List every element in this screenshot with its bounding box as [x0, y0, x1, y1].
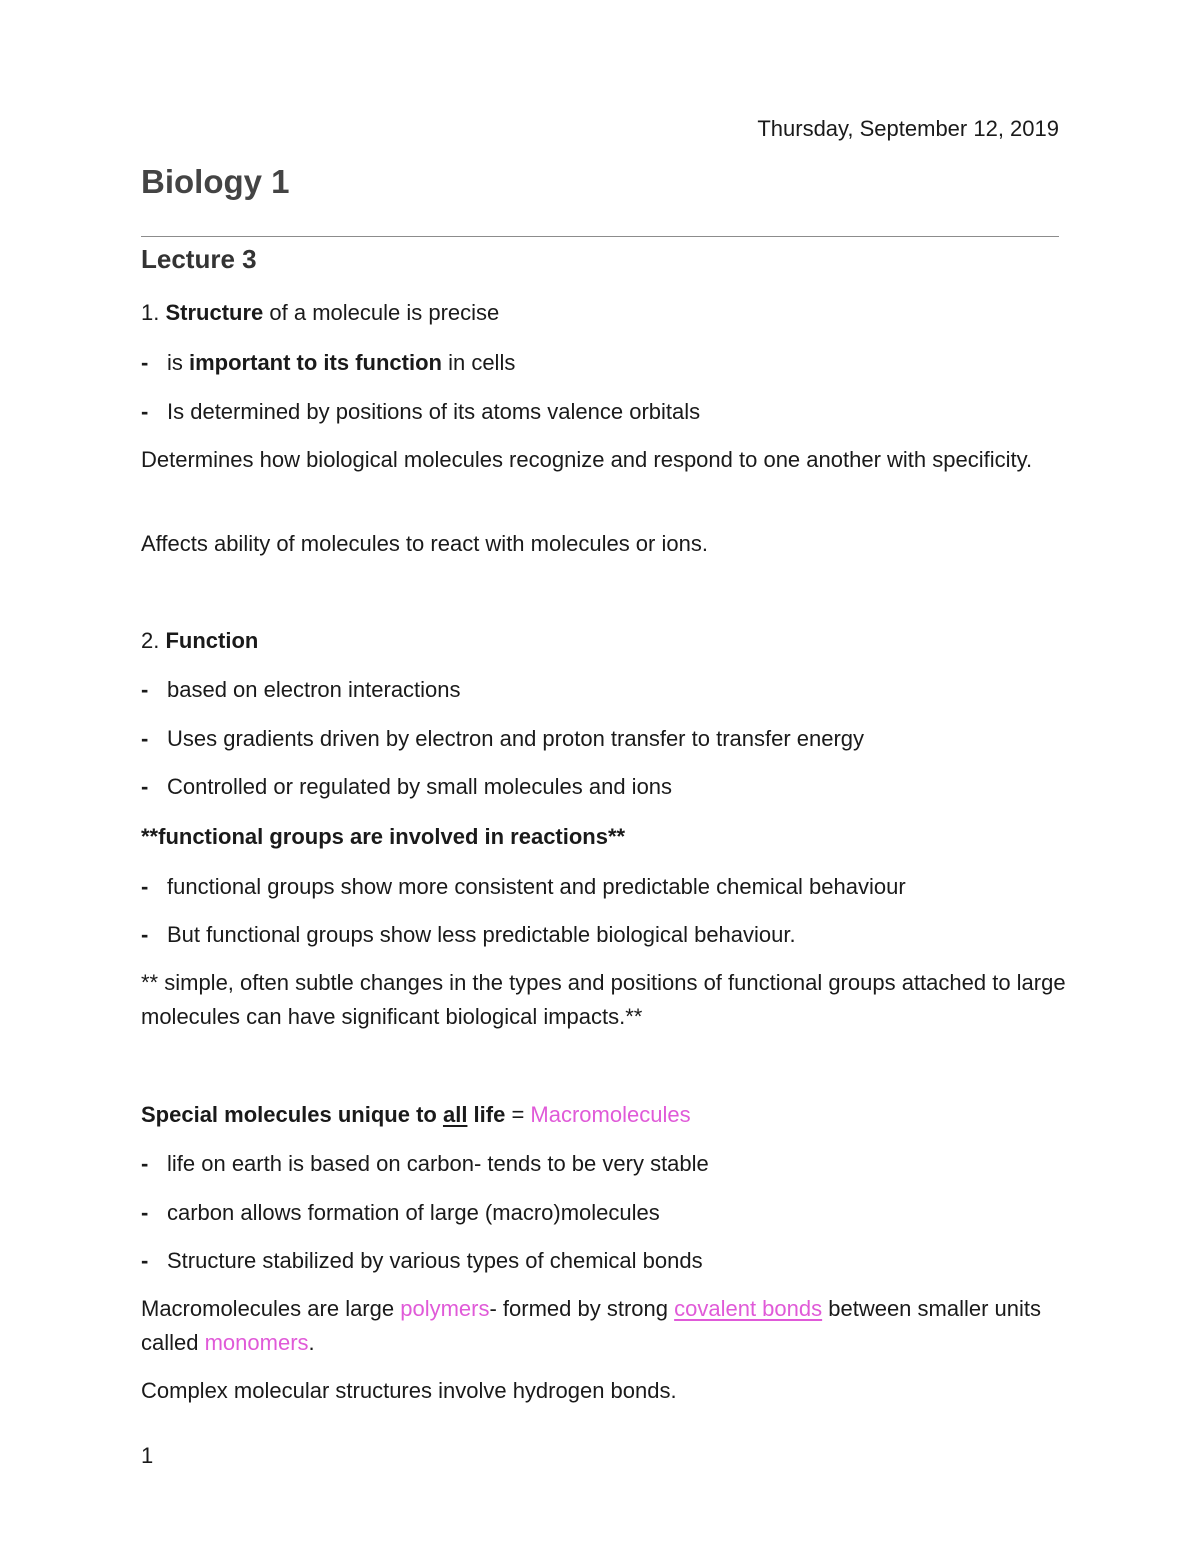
bullet-dash: -: [141, 874, 149, 899]
lecture-heading: Lecture 3: [141, 244, 257, 274]
list-item: [141, 726, 864, 752]
bullet-dash: -: [141, 774, 149, 799]
section-1-number: 1.: [141, 300, 160, 325]
paragraph: Affects ability of molecules to react with molecules or ions.: [141, 531, 708, 556]
highlight-term: monomers: [204, 1330, 309, 1355]
section-3-heading: [141, 1102, 691, 1128]
text-segment: Macromolecules are large: [141, 1296, 401, 1321]
list-item-text: But functional groups show less predictable biological behaviour.: [167, 922, 796, 947]
bullet-dash: -: [141, 726, 149, 751]
list-item-post: in cells: [441, 350, 516, 375]
list-item-text: based on electron interactions: [167, 677, 461, 702]
section-1-heading-bold: Structure: [165, 300, 264, 325]
list-item-text: functional groups show more consistent and predictable chemical behaviour: [167, 874, 906, 899]
list-item: [141, 874, 906, 900]
list-item: [141, 774, 672, 800]
list-item: [141, 399, 700, 425]
list-item: [141, 350, 515, 376]
section-2-number: 2.: [141, 628, 160, 653]
section-3-heading-post: life: [467, 1102, 506, 1127]
bullet-dash: -: [141, 350, 149, 375]
section-3-heading-pre: Special molecules unique to: [141, 1102, 443, 1127]
text-segment: .: [308, 1330, 315, 1355]
section-1-heading: [141, 300, 499, 326]
highlight-term: covalent bonds: [674, 1296, 823, 1321]
equals-sign: =: [505, 1102, 531, 1127]
bullet-dash: -: [141, 1151, 149, 1176]
bullet-dash: -: [141, 677, 149, 702]
section-3-heading-underline: all: [442, 1102, 468, 1127]
document-date: Thursday, September 12, 2019: [757, 116, 1059, 141]
highlight-term: polymers: [400, 1296, 490, 1321]
paragraph: [141, 1292, 1066, 1360]
note-paragraph: ** simple, often subtle changes in the types and positions of functional groups attached to large molecules can have significant biological impacts.**: [141, 970, 1066, 1029]
list-item-text: Structure stabilized by various types of chemical bonds: [167, 1248, 703, 1273]
list-item: [141, 922, 796, 948]
bullet-dash: -: [141, 1200, 149, 1225]
bullet-dash: -: [141, 1248, 149, 1273]
text-segment: between smaller units called: [141, 1296, 1042, 1355]
list-item: [141, 677, 461, 703]
list-item-text: carbon allows formation of large (macro)molecules: [167, 1200, 660, 1225]
section-2-heading: [141, 628, 258, 654]
bullet-dash: -: [141, 399, 149, 424]
list-item-text: life on earth is based on carbon- tends to be very stable: [167, 1151, 709, 1176]
list-item: [141, 1151, 709, 1177]
page-number: 1: [141, 1443, 154, 1468]
list-item: [141, 1248, 703, 1274]
section-1-heading-rest: of a molecule is precise: [263, 300, 500, 325]
list-item-text: Controlled or regulated by small molecules and ions: [167, 774, 673, 799]
section-2-heading-bold: Function: [165, 628, 259, 653]
note-heading-bold: **functional groups are involved in reactions**: [141, 824, 626, 849]
bullet-dash: -: [141, 922, 149, 947]
list-item-text: Uses gradients driven by electron and proton transfer to transfer energy: [167, 726, 865, 751]
list-item: [141, 1200, 660, 1226]
list-item-bold: important to its function: [189, 350, 442, 375]
list-item-text: Is determined by positions of its atoms valence orbitals: [167, 399, 701, 424]
document-title: Biology 1: [141, 163, 290, 200]
text-segment: - formed by strong: [489, 1296, 675, 1321]
highlight-term: Macromolecules: [530, 1102, 691, 1127]
note-heading: [141, 824, 625, 850]
title-divider: [141, 236, 1059, 237]
list-item-pre: is: [167, 350, 189, 375]
paragraph: Complex molecular structures involve hydrogen bonds.: [141, 1378, 677, 1403]
paragraph: Determines how biological molecules recognize and respond to one another with specificity.: [141, 447, 1033, 472]
